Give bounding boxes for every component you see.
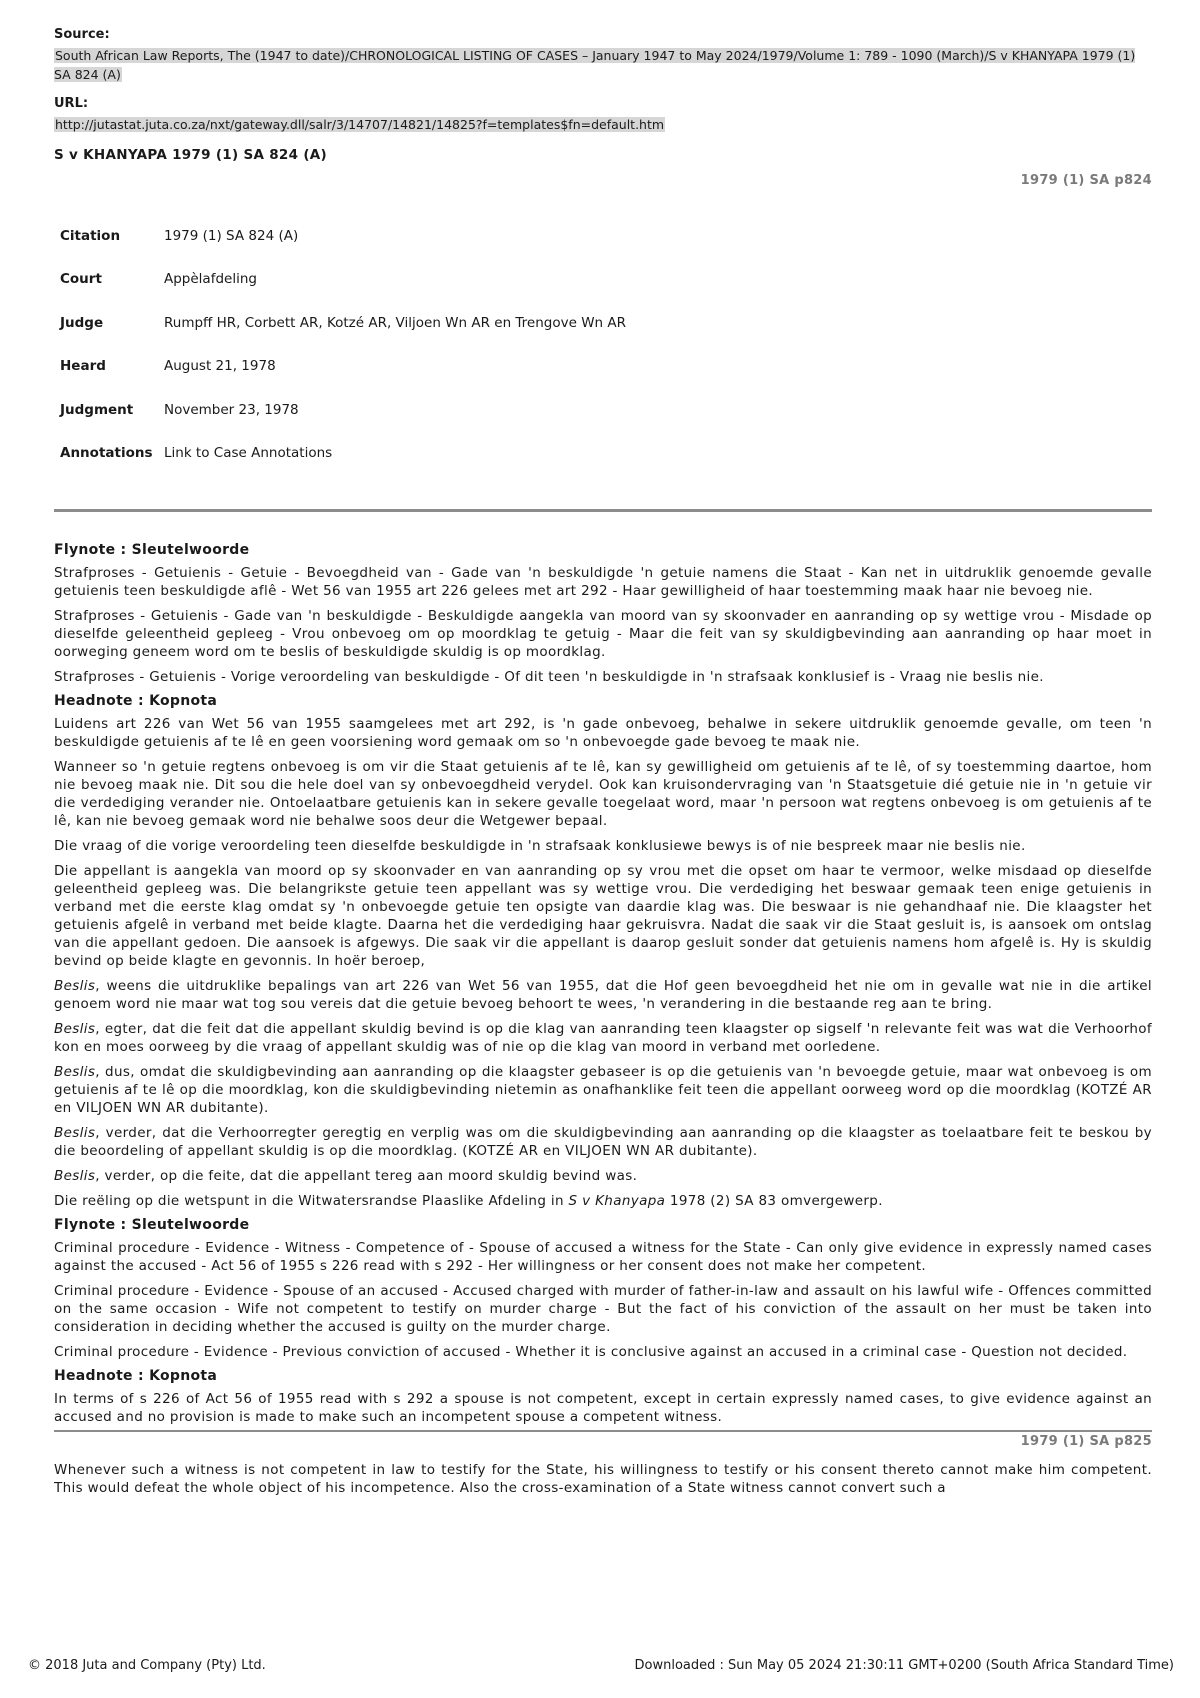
paragraph-text: , verder, op die feite, dat die appellant tereg aan moord skuldig bevind was. [95, 1168, 638, 1184]
annotations-link[interactable]: Link to Case Annotations [164, 445, 333, 462]
meta-key: Annotations [60, 445, 153, 462]
flynote-paragraph: Criminal procedure - Evidence - Witness - Competence of - Spouse of accused a witness for the State - Can only give evidence in expressly named cases against the accused - Act 56 of 1955 s 226 read with s 292 - Her willingness or her consent does not make her competent. [54, 1240, 1152, 1274]
meta-value: Rumpff HR, Corbett AR, Kotzé AR, Viljoen Wn AR en Trengove Wn AR [164, 314, 627, 331]
headnote-paragraph: Luidens art 226 van Wet 56 van 1955 saamgelees met art 292, is 'n gade onbevoeg, behalwe in sekere uitdruklik genoemde gevalle, om teen 'n beskuldigde getuienis af te lê en geen voorsiening word gemaak om so 'n onbevoegde gade bevoeg te maak nie. [54, 716, 1152, 750]
flynote-heading: Flynote : Sleutelwoorde [54, 1217, 250, 1233]
headnote-paragraph: Die vraag of die vorige veroordeling teen dieselfde beskuldigde in 'n strafsaak konklusiewe bewys is of nie bespreek maar nie beslis nie. [54, 838, 1026, 854]
paragraph-text: , egter, dat die feit dat die appellant skuldig bevind is op die klag van aanranding teen klaagster op sigself 'n relevante feit was wat die Verhoorhof kon en moes oorweeg by die vraag of appellant skuldig was of nie op die klag van moord in verband met oorledene. [54, 1021, 1152, 1055]
headnote-heading: Headnote : Kopnota [54, 693, 218, 709]
meta-value: August 21, 1978 [164, 358, 276, 375]
flynote-paragraph: Strafproses - Getuienis - Vorige veroordeling van beskuldigde - Of dit teen 'n beskuldigde in 'n strafsaak konklusief is - Vraag nie beslis nie. [54, 669, 1044, 685]
flynote-paragraph: Strafproses - Getuienis - Getuie - Bevoegdheid van - Gade van 'n beskuldigde 'n getuie namens die Staat - Kan net in uitdruklik genoemde gevalle getuienis teen beskuldigde aflê - Wet 56 van 1955 art 226 gelees met art 292 - Haar gewilligheid of haar toestemming maak haar nie bevoeg nie. [54, 565, 1152, 599]
headnote-paragraph [54, 1192, 1152, 1210]
headnote-paragraph: Wanneer so 'n getuie regtens onbevoeg is om vir die Staat getuienis af te lê, kan sy gewilligheid om getuienis af te lê, of sy toestemming daartoe, hom nie bevoeg maak nie. Dit sou die hele doel van sy onbevoegdheid verydel. Ook kan kruisondervraging van 'n Staatsgetuie dié getuie nie in 'n getuie vir die verdediging verander nie. Ontoelaatbare getuienis kan in sekere gevalle toegelaat word, maar 'n persoon wat regtens onbevoeg is om getuienis af te lê, kan nie bevoeg gemaak word nie behalwe soos deur die Wetgewer bepaal. [54, 759, 1152, 829]
section-divider [54, 509, 1152, 512]
meta-key: Court [60, 271, 102, 288]
case-title: S v KHANYAPA 1979 (1) SA 824 (A) [54, 147, 328, 163]
headnote-paragraph [54, 1167, 1152, 1185]
meta-key: Heard [60, 358, 106, 375]
headnote-heading: Headnote : Kopnota [54, 1368, 218, 1384]
meta-row-annotations [60, 432, 626, 476]
document-body [54, 26, 1152, 1504]
paragraph-text: , verder, dat die Verhoorregter geregtig en verplig was om die skuldigbevinding aan aanranding op die klaagster as toelaatbare feit te beskou by die beoordeling of appellant skuldig is op die moordklag. (KOTZÉ AR en VILJOEN WN AR dubitante). [54, 1125, 1152, 1159]
url-label: URL: [54, 96, 89, 111]
continuation-paragraph: Whenever such a witness is not competent in law to testify for the State, his willingness to testify or his consent thereto cannot make him competent. This would defeat the whole object of his incompetence. Also the cross-examination of a State witness cannot convert such a [54, 1462, 1152, 1496]
meta-value: November 23, 1978 [164, 401, 299, 418]
meta-row-heard [60, 345, 626, 389]
flynote-paragraph: Criminal procedure - Evidence - Previous conviction of accused - Whether it is conclusive against an accused in a criminal case - Question not decided. [54, 1344, 1128, 1360]
flynote-paragraph: Strafproses - Getuienis - Gade van 'n beskuldigde - Beskuldigde aangekla van moord van sy skoonvader en aanranding op sy wettige vrou - Misdade op dieselfde geleentheid gepleeg - Vrou onbevoeg om op moordklag te getuig - Maar die feit van sy skuldigbevinding aan aanranding op haar moet in oorweging geneem word om te beslis of beskuldigde skuldig is op moordklag. [54, 608, 1152, 660]
beslis-term: Beslis [54, 1064, 96, 1080]
source-path: South African Law Reports, The (1947 to date)/CHRONOLOGICAL LISTING OF CASES – January 1947 to May 2024/1979/Volume 1: 789 - 1090 (March)/S v KHANYAPA 1979 (1) SA 824 (A) [54, 48, 1136, 82]
flynote-paragraph: Criminal procedure - Evidence - Spouse of an accused - Accused charged with murder of father-in-law and assault on his lawful wife - Offences committed on the same occasion - Wife not competent to testify on murder charge - But the fact of his conviction of the assault on her must be taken into consideration in deciding whether the accused is guilty on the murder charge. [54, 1283, 1152, 1335]
headnote-paragraph [54, 1020, 1152, 1056]
source-label: Source: [54, 27, 110, 42]
meta-row-citation [60, 214, 626, 258]
beslis-term: Beslis [54, 1021, 96, 1037]
url-link[interactable]: http://jutastat.juta.co.za/nxt/gateway.dll/salr/3/14707/14821/14825?f=templates$fn=default.htm [55, 117, 665, 132]
beslis-term: Beslis [54, 1168, 96, 1184]
page-break-divider [54, 1430, 1152, 1432]
page-reference: 1979 (1) SA p825 [1020, 1434, 1152, 1449]
headnote-paragraph [54, 1063, 1152, 1117]
meta-key: Judgment [60, 401, 134, 418]
paragraph-text: , weens die uitdruklike bepalings van art 226 van Wet 56 van 1955, dat die Hof geen bevoegdheid het nie om in gevalle wat nie in die artikel genoem word nie maar wat tog sou vereis dat die getuie bevoeg behoort te wees, 'n verandering in die bestaande reg aan te bring. [54, 978, 1152, 1012]
meta-row-judge [60, 301, 626, 345]
meta-key: Citation [60, 227, 121, 244]
footer-download-timestamp: Downloaded : Sun May 05 2024 21:30:11 GMT+0200 (South Africa Standard Time) [634, 1658, 1174, 1673]
meta-value: Appèlafdeling [164, 271, 257, 288]
beslis-term: Beslis [54, 1125, 96, 1141]
paragraph-text: Die reëling op die wetspunt in die Witwatersrandse Plaaslike Afdeling in [54, 1193, 569, 1209]
flynote-heading: Flynote : Sleutelwoorde [54, 542, 250, 558]
headnote-paragraph [54, 977, 1152, 1013]
headnote-paragraph: In terms of s 226 of Act 56 of 1955 read with s 292 a spouse is not competent, except in certain expressly named cases, to give evidence against an accused and no provision is made to make such an incompetent spouse a competent witness. [54, 1391, 1152, 1425]
meta-row-court [60, 258, 626, 302]
headnote-paragraph [54, 1124, 1152, 1160]
meta-row-judgment [60, 388, 626, 432]
footer-copyright: © 2018 Juta and Company (Pty) Ltd. [28, 1658, 266, 1673]
case-metadata-table [60, 214, 626, 475]
paragraph-text: , dus, omdat die skuldigbevinding aan aanranding op die klaagster gebaseer is op die getuienis van 'n bevoegde getuie, maar wat onbevoeg is om getuienis af te lê op die moordklag, kon die skuldigbevinding nietemin as onafhanklike feit teen die appellant oorweeg word op die moordklag (KOTZÉ AR en VILJOEN WN AR dubitante). [54, 1064, 1152, 1116]
paragraph-text: 1978 (2) SA 83 omvergewerp. [665, 1193, 883, 1209]
meta-key: Judge [60, 314, 104, 331]
headnote-paragraph: Die appellant is aangekla van moord op sy skoonvader en van aanranding op sy vrou met die opset om haar te vermoor, welke misdaad op dieselfde geleentheid gepleeg was. Die belangrikste getuie teen appellant was sy wettige vrou. Die verdediging het beswaar gemaak teen enige getuienis in verband met die eerste klag omdat sy 'n onbevoegde getuie ten opsigte van daardie klag was. Die beswaar is nie gehandhaaf nie. Die klaagster het getuienis afgelê in verband met beide klagte. Daarna het die verdediging haar gekruisvra. Nadat die saak vir die Staat gesluit is, is aansoek om ontslag van die appellant gedoen. Die aansoek is afgewys. Die saak vir die appellant is daarop gesluit sonder dat getuienis namens hom afgelê is. Hy is skuldig bevind op beide klagte en gevonnis. In hoër beroep, [54, 863, 1152, 969]
meta-value: 1979 (1) SA 824 (A) [164, 227, 299, 244]
case-name: S v Khanyapa [568, 1193, 666, 1209]
page-reference: 1979 (1) SA p824 [1020, 173, 1152, 188]
beslis-term: Beslis [54, 978, 96, 994]
